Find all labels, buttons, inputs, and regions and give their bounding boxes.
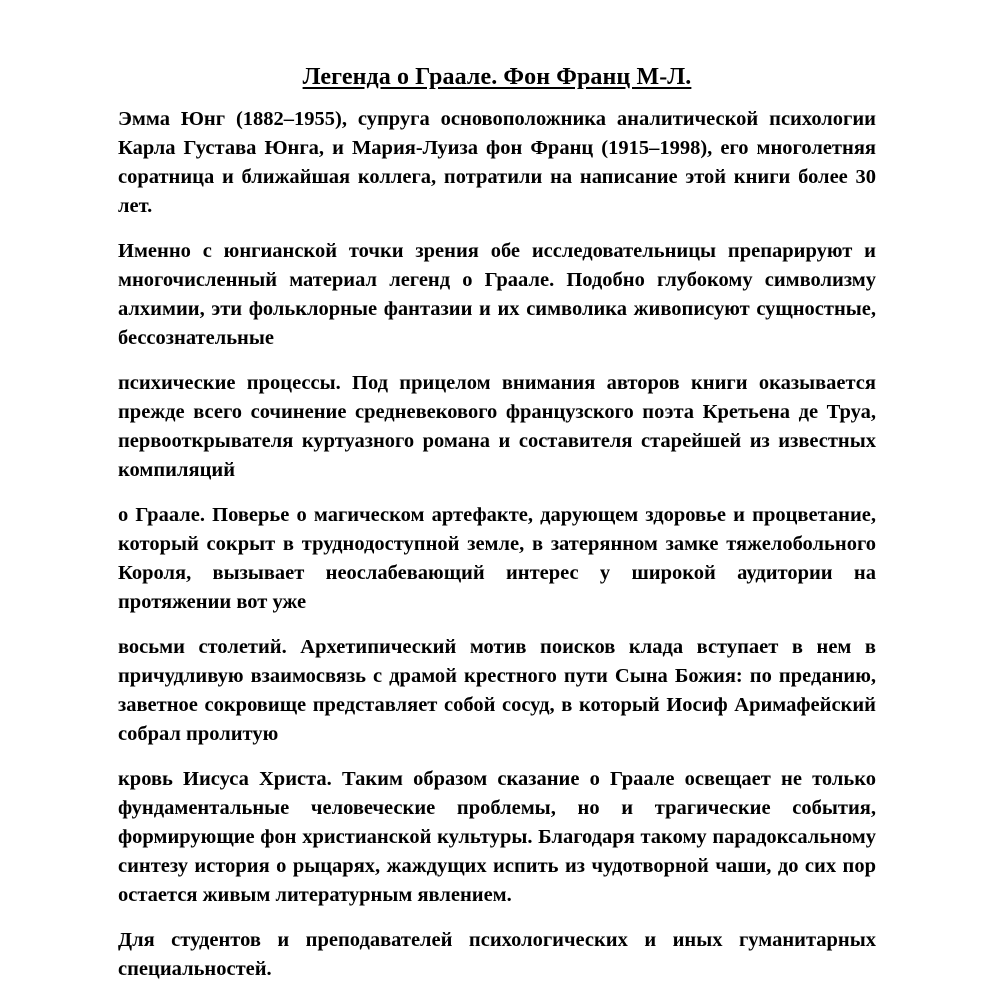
paragraph-1: Эмма Юнг (1882–1955), супруга основоположника аналитической психологии Карла Густава Юнга, и Мария-Луиза фон Франц (1915–1998), его многолетняя соратница и ближайшая коллега, потратили на написание этой книги более 30 лет. bbox=[118, 108, 876, 217]
paragraph-4: о Граале. Поверье о магическом артефакте, дарующем здоровье и процветание, который сокрыт в труднодоступной земле, в затерянном замке тяжелобольного Короля, вызывает неослабевающий интерес у широкой аудитории на протяжении вот уже bbox=[118, 504, 876, 613]
paragraph-3: психические процессы. Под прицелом внимания авторов книги оказывается прежде всего сочинение средневекового французского поэта Кретьена де Труа, первооткрывателя куртуазного романа и составителя старейшей из известных компиляций bbox=[118, 372, 876, 481]
paragraph-5: восьми столетий. Архетипический мотив поисков клада вступает в нем в причудливую взаимосвязь с драмой крестного пути Сына Божия: по преданию, заветное сокровище представляет собой сосуд, в который Иосиф Аримафейский собрал пролитую bbox=[118, 636, 876, 745]
document-title: Легенда о Граале. Фон Франц М-Л. bbox=[302, 64, 692, 90]
document-page bbox=[118, 62, 876, 1000]
paragraph-6: кровь Иисуса Христа. Таким образом сказание о Граале освещает не только фундаментальные человеческие проблемы, но и трагические события, формирующие фон христианской культуры. Благодаря такому парадоксальному синтезу история о рыцарях, жаждущих испить из чудотворной чаши, до сих пор остается живым литературным явлением. bbox=[118, 768, 876, 906]
paragraph-7: Для студентов и преподавателей психологических и иных гуманитарных специальностей. bbox=[118, 929, 876, 980]
paragraph-2: Именно с юнгианской точки зрения обе исследовательницы препарируют и многочисленный материал легенд о Граале. Подобно глубокому символизму алхимии, эти фольклорные фантазии и их символика живописуют сущностные, бессознательные bbox=[118, 240, 876, 349]
